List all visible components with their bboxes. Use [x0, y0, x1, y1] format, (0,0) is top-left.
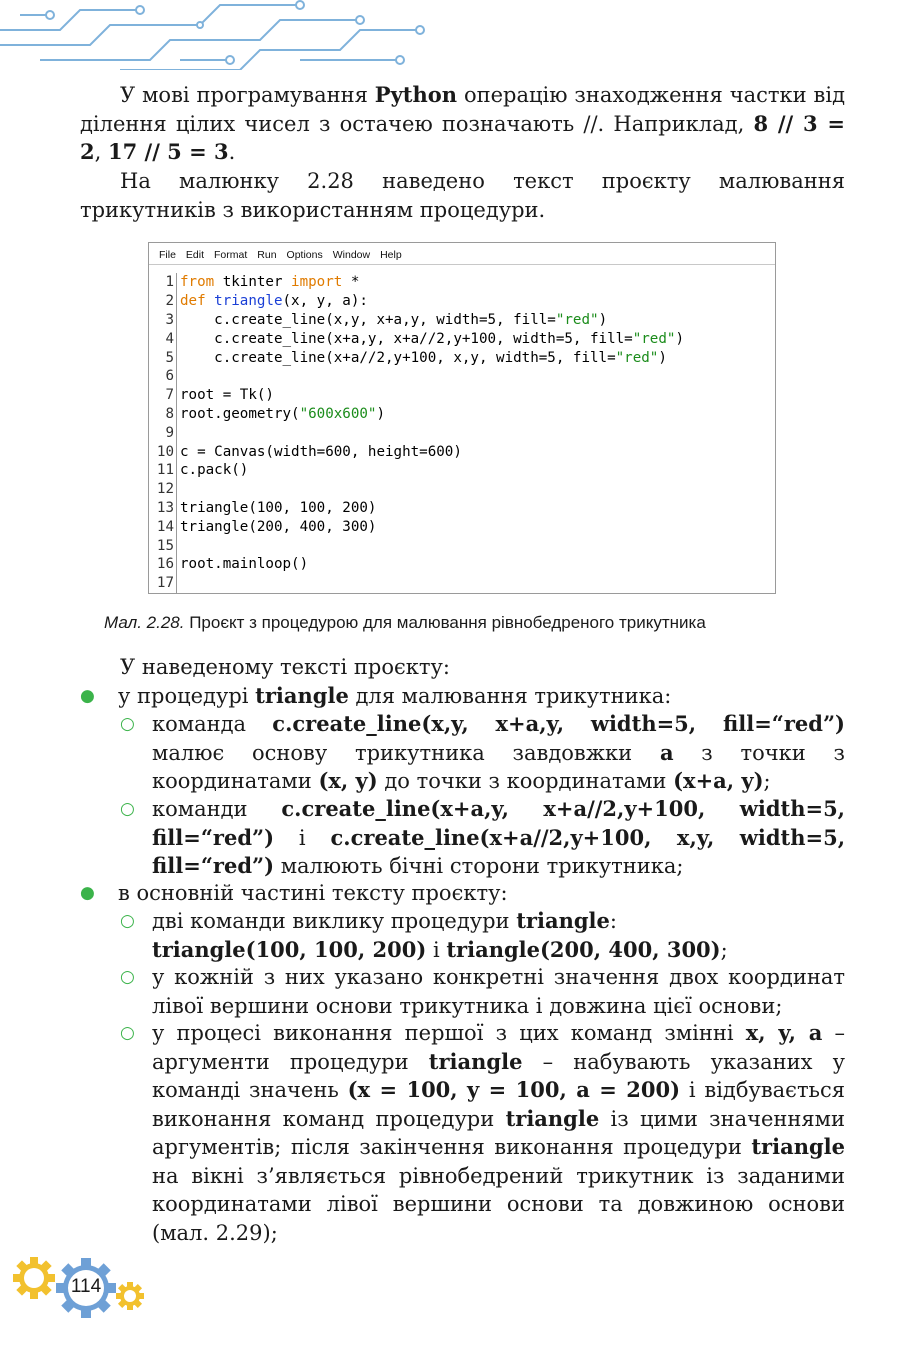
text: дві команди виклику процедури: [152, 909, 517, 933]
list-item: [118, 682, 845, 711]
keyword: from: [180, 274, 215, 291]
line-number: 8: [149, 405, 177, 424]
term: triangle: [428, 1048, 523, 1074]
text: у процедурі: [118, 684, 256, 708]
code-text: ): [658, 349, 667, 366]
bullet-circle-icon: ○: [120, 799, 135, 819]
text: і: [426, 937, 447, 962]
text: і відбувається виконання команд процедури: [152, 1078, 846, 1131]
text: малюють бічні сторони трикутника;: [274, 854, 684, 878]
term: a: [659, 739, 674, 765]
keyword: import: [291, 274, 343, 291]
code-line: [149, 574, 775, 593]
line-number: 4: [149, 329, 177, 348]
sub-list-item: [152, 710, 845, 796]
code-line: [149, 480, 775, 499]
sub-list-item: [152, 907, 845, 964]
code-text: root.geometry(: [180, 405, 300, 422]
text: із цими значеннями аргументів; після закінчення виконання процедури: [152, 1106, 845, 1159]
text: операцію знаходження частки від ділення цілих чисел з остачею позначають //. Наприклад,: [80, 83, 845, 136]
line-number: 17: [149, 574, 177, 593]
code-text: root.mainloop(): [180, 556, 309, 573]
code-text: c.create_line(x,y, x+a,y, width=5, fill=: [180, 311, 556, 328]
paragraph-figure-intro: На малюнку 2.28 наведено текст проєкту малювання трикутників з використанням процедури.: [80, 169, 845, 222]
editor-menubar: [149, 243, 775, 265]
code-text: triangle(100, 100, 200): [180, 499, 377, 516]
term: (x+a, y): [673, 768, 764, 793]
code-text: [206, 293, 215, 309]
code-text: triangle(200, 400, 300): [180, 518, 377, 535]
code-text: ): [376, 405, 386, 422]
bullet-circle-icon: ○: [120, 1023, 135, 1043]
code-text: c.create_line(x+a//2,y+100, x,y, width=5, fill=: [180, 349, 616, 366]
bullet-circle-icon: ○: [120, 714, 135, 734]
code-text: c.create_line(x+a,y, x+a//2,y+100, width=5, fill=: [180, 330, 633, 347]
code-text: tkinter: [214, 274, 292, 291]
keyword: def: [180, 293, 206, 310]
code-term: c.create_line(x+a//2,y+100, x,y, width=5, fill=“red”): [152, 824, 845, 878]
text: на вікні з’являється рівнобедрений трикутник із заданими координатами лівої вершини основи та довжиною основи (мал. 2.29);: [152, 1163, 845, 1245]
code-text: (x, y, a):: [282, 293, 368, 310]
menu-edit[interactable]: Edit: [185, 249, 205, 261]
code-line: [149, 423, 775, 442]
text: з точки з координатами: [152, 740, 846, 793]
bullet-dot-icon: ●: [80, 686, 95, 706]
code-text: ): [598, 311, 608, 328]
sub-list-item: [152, 1019, 845, 1247]
text: команда: [152, 712, 273, 736]
code-text: ): [675, 330, 684, 347]
text: ,: [94, 140, 108, 164]
menu-help[interactable]: Help: [380, 249, 402, 261]
sub-list-item: у кожній з них указано конкретні значення двох координат лівої вершини основи трикутника і довжина цієї основи;: [152, 965, 845, 1018]
code-line: [149, 517, 775, 536]
bullet-dot-icon: ●: [80, 883, 95, 903]
term: triangle: [516, 908, 610, 933]
text: .: [228, 140, 236, 164]
figure-caption: [104, 613, 706, 633]
line-number: 12: [149, 480, 177, 499]
page-number: 114: [70, 1276, 102, 1297]
text: у процесі виконання першої з цих команд змінні: [152, 1021, 746, 1045]
text: команди: [152, 797, 282, 821]
text: – аргументи процедури: [152, 1021, 845, 1074]
code-line: [149, 329, 775, 348]
example-expression: 17 // 5 = 3: [107, 139, 229, 164]
text: малює основу трикутника завдовжки: [152, 740, 660, 765]
code-line: [149, 273, 775, 292]
line-number: 5: [149, 348, 177, 367]
line-number: 16: [149, 555, 177, 574]
bullet-circle-icon: ○: [120, 911, 135, 931]
code-term: c.create_line(x+a,y, x+a//2,y+100, width=5, fill=“red”): [152, 796, 845, 850]
text: ;: [763, 769, 771, 793]
term: triangle: [751, 1134, 845, 1159]
code-line: [149, 386, 775, 405]
string-literal: "red": [555, 311, 599, 328]
line-number: 14: [149, 517, 177, 536]
menu-format[interactable]: Format: [214, 249, 248, 261]
code-line: [149, 499, 775, 518]
string-literal: "red": [615, 349, 659, 366]
code-line: [149, 348, 775, 367]
code-text: c.pack(): [180, 462, 249, 479]
list-item: в основній частині тексту проєкту:: [118, 881, 508, 905]
code-term: c.create_line(x,y, x+a,y, width=5, fill=“red”): [272, 711, 845, 736]
code-line: [149, 461, 775, 480]
bullet-circle-icon: ○: [120, 967, 135, 987]
code-line: [149, 536, 775, 555]
code-editor-figure: [148, 242, 776, 594]
line-number: 7: [149, 386, 177, 405]
line-number: 15: [149, 536, 177, 555]
code-text: *: [342, 274, 360, 291]
text: У мові програмування: [120, 83, 375, 107]
caption-label: Мал. 2.28.: [104, 613, 185, 632]
text: :: [609, 909, 617, 933]
term-python: Python: [374, 82, 458, 107]
text: до точки з координатами: [377, 769, 674, 793]
text: – набувають указаних у команді значень: [152, 1049, 845, 1102]
code-text: c = Canvas(width=600, height=600): [180, 443, 462, 460]
menu-options[interactable]: Options: [286, 249, 323, 261]
circuit-decoration: [0, 0, 430, 70]
code-line: [149, 405, 775, 424]
line-number: 10: [149, 442, 177, 461]
code-line: [149, 442, 775, 461]
line-number: 2: [149, 292, 177, 311]
code-text: root = Tk(): [180, 387, 274, 404]
line-number: 6: [149, 367, 177, 386]
line-number: 1: [149, 273, 177, 292]
menu-run[interactable]: Run: [257, 249, 277, 261]
code-term: triangle(200, 400, 300): [446, 936, 721, 962]
example-expression: 8 // 3 = 2: [80, 110, 846, 164]
list-intro: У наведеному тексті проєкту:: [120, 655, 450, 679]
function-name: triangle: [214, 293, 283, 310]
code-line: [149, 555, 775, 574]
code-line: [149, 311, 775, 330]
paragraph-floor-division: [80, 81, 845, 167]
string-literal: "red": [632, 330, 676, 347]
line-number: 11: [149, 461, 177, 480]
line-number: 3: [149, 311, 177, 330]
menu-file[interactable]: File: [159, 249, 176, 261]
sub-list-item: [152, 795, 845, 881]
text: ;: [720, 937, 728, 962]
code-line: [149, 367, 775, 386]
text: для малювання трикутника:: [348, 684, 672, 708]
line-number: 9: [149, 423, 177, 442]
term: (x = 100, y = 100, a = 200): [347, 1077, 681, 1102]
code-area[interactable]: [149, 265, 775, 593]
term: (x, y): [318, 768, 378, 793]
menu-window[interactable]: Window: [332, 249, 371, 261]
term: triangle: [505, 1105, 600, 1131]
string-literal: "600x600": [299, 405, 377, 422]
text: і: [274, 825, 331, 850]
line-number: 13: [149, 499, 177, 518]
caption-text: Проєкт з процедурою для малювання рівнобедреного трикутника: [184, 613, 706, 632]
term: x, y, a: [745, 1020, 823, 1045]
term: triangle: [255, 683, 349, 708]
code-line: [149, 292, 775, 311]
code-term: triangle(100, 100, 200): [152, 936, 427, 962]
